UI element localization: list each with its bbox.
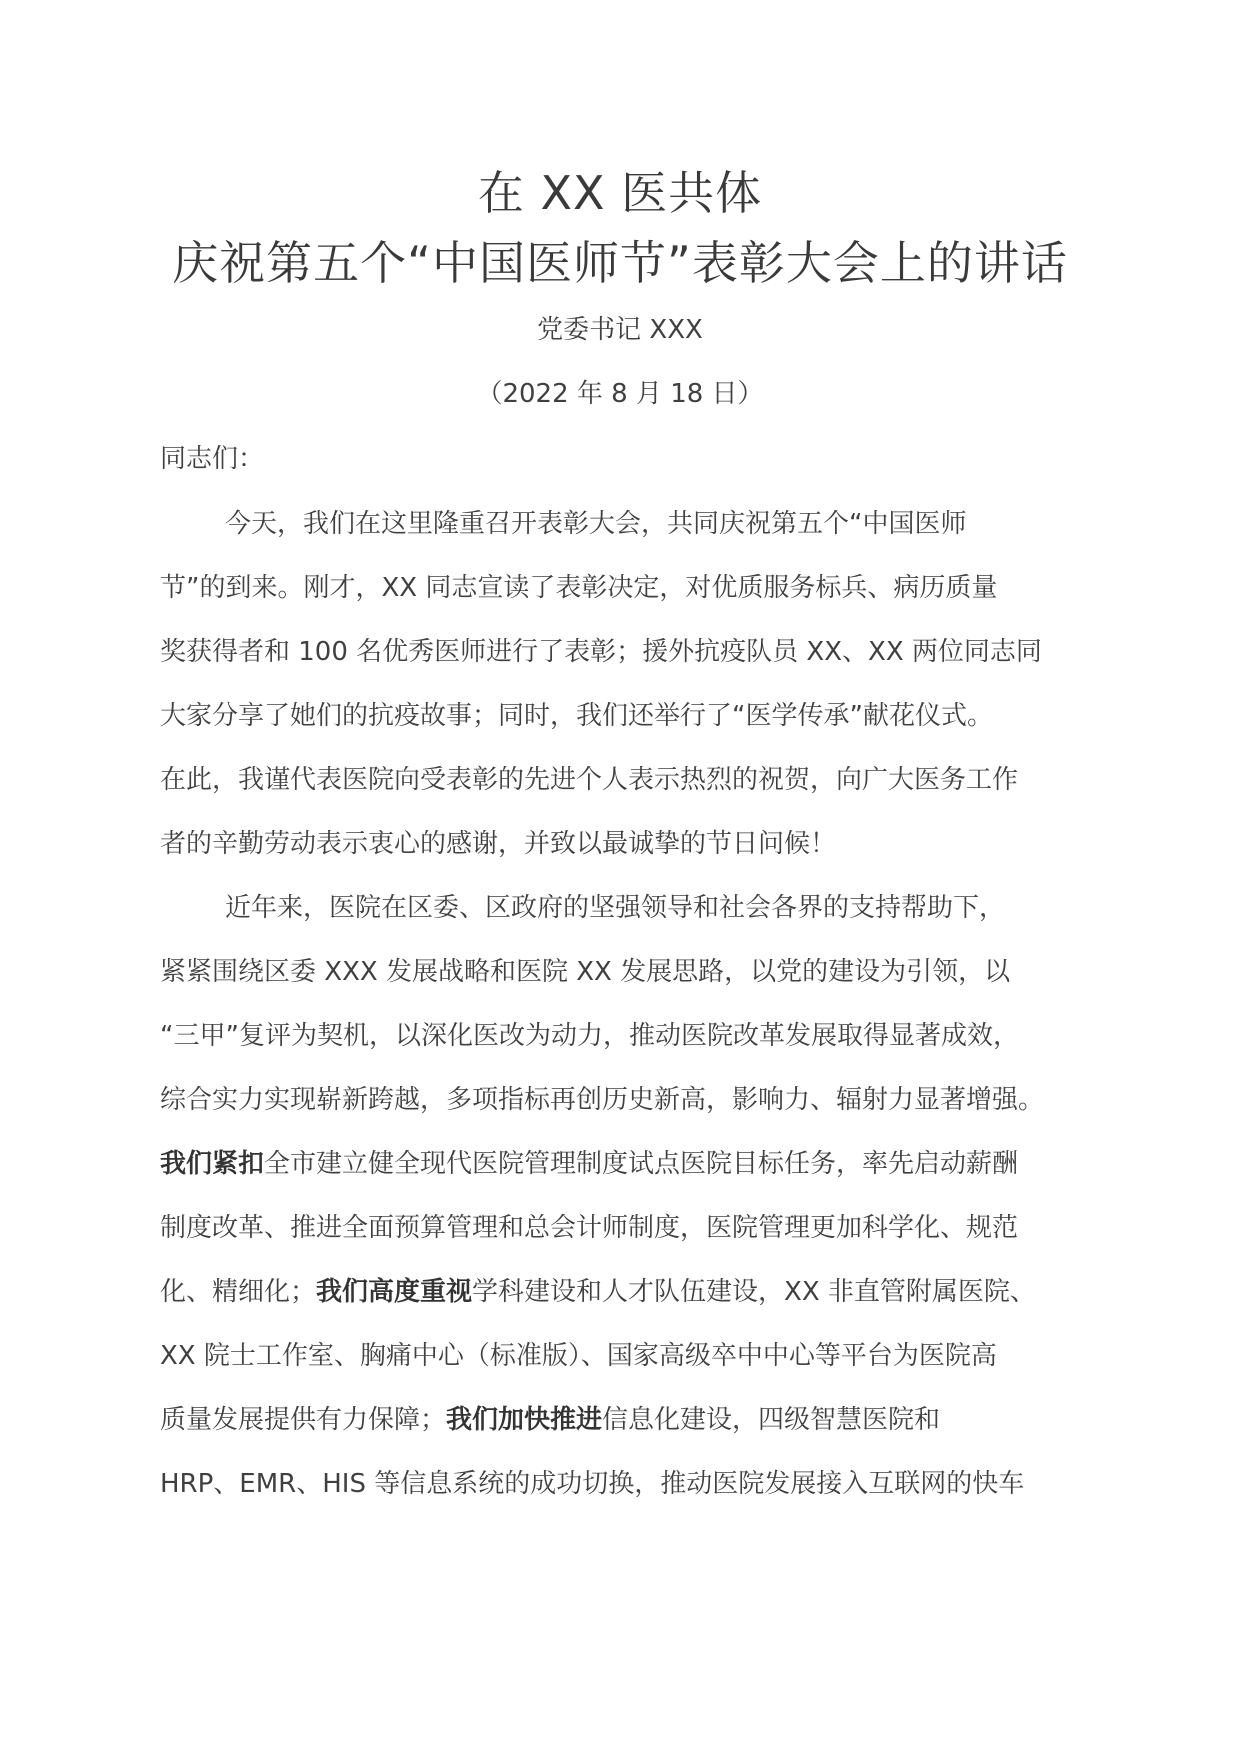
paragraph1-line: 今天，我们在这里隆重召开表彰大会，共同庆祝第五个“中国医师 <box>225 509 967 539</box>
emphasis-phrase: 我们紧扣 <box>160 1149 265 1179</box>
paragraph3-line: 制度改革、推进全面预算管理和总会计师制度，医院管理更加科学化、规范 <box>160 1213 1019 1243</box>
emphasis-phrase: 我们加快推进 <box>446 1405 603 1435</box>
paragraph3-text: 化、精细化； <box>160 1277 317 1307</box>
paragraph1-line: 在此，我谨代表医院向受表彰的先进个人表示热烈的祝贺，向广大医务工作 <box>160 765 1019 795</box>
paragraph1-line: 者的辛勤劳动表示衷心的感谢，并致以最诚挚的节日问候！ <box>160 829 837 859</box>
paragraph3-text: 信息化建设，四级智慧医院和 <box>602 1405 941 1435</box>
paragraph3-line <box>160 1402 940 1438</box>
paragraph3-line: XX 院士工作室、胸痛中心（标准版）、国家高级卒中中心等平台为医院高 <box>160 1341 997 1371</box>
document-title-line-1: 在 XX 医共体 <box>477 166 763 220</box>
document-author: 党委书记 XXX <box>537 315 703 345</box>
salutation: 同志们： <box>160 444 265 474</box>
emphasis-phrase: 我们高度重视 <box>316 1277 473 1307</box>
paragraph3-text: 全市建立健全现代医院管理制度试点医院目标任务，率先启动薪酬 <box>264 1149 1019 1179</box>
paragraph2-line: 近年来，医院在区委、区政府的坚强领导和社会各界的支持帮助下， <box>225 893 1006 923</box>
paragraph2-line: 综合实力实现崭新跨越，多项指标再创历史新高，影响力、辐射力显著增强。 <box>160 1085 1045 1115</box>
paragraph3-line <box>160 1146 1018 1182</box>
document-title-line-2: 庆祝第五个“中国医师节”表彰大会上的讲话 <box>172 236 1068 290</box>
paragraph3-text: 学科建设和人才队伍建设，XX 非直管附属医院、 <box>472 1277 1036 1307</box>
document-date: （2022 年 8 月 18 日） <box>476 379 764 409</box>
paragraph3-line <box>160 1274 1036 1310</box>
paragraph3-line: HRP、EMR、HIS 等信息系统的成功切换，推动医院发展接入互联网的快车 <box>160 1469 1025 1499</box>
paragraph1-line: 奖获得者和 100 名优秀医师进行了表彰；援外抗疫队员 XX、XX 两位同志同 <box>160 637 1042 667</box>
paragraph2-line: 紧紧围绕区委 XXX 发展战略和医院 XX 发展思路，以党的建设为引领，以 <box>160 957 1011 987</box>
paragraph1-line: 节”的到来。刚才，XX 同志宣读了表彰决定，对优质服务标兵、病历质量 <box>160 573 998 603</box>
paragraph2-line: “三甲”复评为契机，以深化医改为动力，推动医院改革发展取得显著成效， <box>160 1021 1019 1051</box>
paragraph3-text: 质量发展提供有力保障； <box>160 1405 447 1435</box>
paragraph1-line: 大家分享了她们的抗疫故事；同时，我们还举行了“医学传承”献花仪式。 <box>160 701 993 731</box>
